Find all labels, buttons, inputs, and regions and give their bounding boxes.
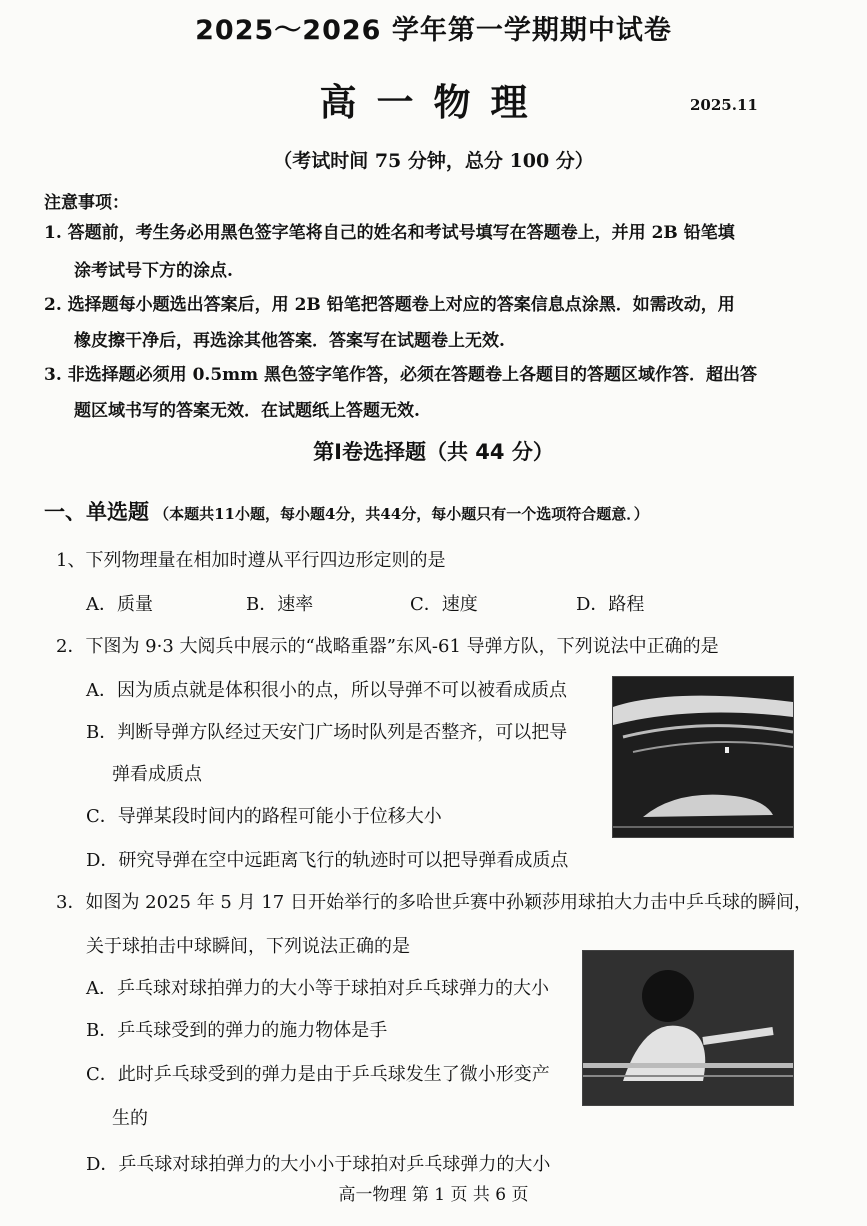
notice-heading: 注意事项： xyxy=(44,193,129,213)
notice-item-3-line1: 3. 非选择题必须用 0.5mm 黑色签字笔作答，必须在答题卷上各题目的答题区域作答．超出答 xyxy=(44,365,758,385)
q3-option-b: B．乒乓球受到的弹力的施力物体是手 xyxy=(86,1020,388,1041)
q3-option-a: A．乒乓球对球拍弹力的大小等于球拍对乒乓球弹力的大小 xyxy=(86,978,549,999)
notice-item-2-line2: 橡皮擦干净后，再选涂其他答案．答案写在试题卷上无效. xyxy=(74,331,505,351)
question-2-stem: 2．下图为 9·3 大阅兵中展示的“战略重器”东风-61 导弹方队，下列说法中正确的是 xyxy=(56,636,719,657)
table-tennis-illustration xyxy=(583,951,793,1105)
subject-title: 高一物理 xyxy=(319,81,548,124)
exam-title: 2025～2026 学年第一学期期中试卷 xyxy=(195,15,672,46)
missile-parade-photo xyxy=(612,676,794,838)
q2-option-b-cont: 弹看成质点 xyxy=(112,764,202,785)
q2-option-c: C．导弹某段时间内的路程可能小于位移大小 xyxy=(86,806,442,827)
section1-heading: 一、单选题 xyxy=(44,500,149,524)
notice-item-1-line2: 涂考试号下方的涂点. xyxy=(74,261,233,281)
exam-date: 2025.11 xyxy=(690,96,758,114)
question-1-stem: 1、下列物理量在相加时遵从平行四边形定则的是 xyxy=(56,550,446,571)
q3-option-c: C．此时乒乓球受到的弹力是由于乒乓球发生了微小形变产 xyxy=(86,1064,550,1085)
notice-item-1-line1: 1. 答题前，考生务必用黑色签字笔将自己的姓名和考试号填写在答题卷上，并用 2B 铅笔填 xyxy=(44,223,735,243)
table-tennis-photo xyxy=(582,950,794,1106)
q2-option-b: B．判断导弹方队经过天安门广场时队列是否整齐，可以把导 xyxy=(86,722,568,743)
section1-header xyxy=(44,496,649,526)
q1-option-d: D．路程 xyxy=(576,594,645,615)
part1-title: 第Ⅰ卷选择题（共 44 分） xyxy=(313,440,554,464)
q1-option-c: C．速度 xyxy=(410,594,478,615)
section1-note: （本题共11小题，每小题4分，共44分，每小题只有一个选项符合题意．） xyxy=(154,505,649,523)
question-3-stem: 3．如图为 2025 年 5 月 17 日开始举行的多哈世乒赛中孙颖莎用球拍大力击中乒乓球的瞬间， xyxy=(56,892,812,913)
q3-option-c-cont: 生的 xyxy=(112,1108,148,1129)
page-footer: 高一物理 第 1 页 共 6 页 xyxy=(338,1185,529,1205)
q2-option-d: D．研究导弹在空中远距离飞行的轨迹时可以把导弹看成质点 xyxy=(86,850,569,871)
q1-option-b: B．速率 xyxy=(246,594,314,615)
notice-item-3-line2: 题区域书写的答案无效．在试题纸上答题无效. xyxy=(74,401,420,421)
question-3-stem-cont: 关于球拍击中球瞬间，下列说法正确的是 xyxy=(86,936,410,957)
exam-time-info: （考试时间 75 分钟，总分 100 分） xyxy=(273,150,594,172)
q2-option-a: A．因为质点就是体积很小的点，所以导弹不可以被看成质点 xyxy=(86,680,567,701)
missile-parade-illustration xyxy=(613,677,793,837)
q3-option-d: D．乒乓球对球拍弹力的大小小于球拍对乒乓球弹力的大小 xyxy=(86,1154,551,1175)
q1-option-a: A．质量 xyxy=(86,594,153,615)
notice-item-2-line1: 2. 选择题每小题选出答案后，用 2B 铅笔把答题卷上对应的答案信息点涂黑．如需改动，用 xyxy=(44,295,735,315)
